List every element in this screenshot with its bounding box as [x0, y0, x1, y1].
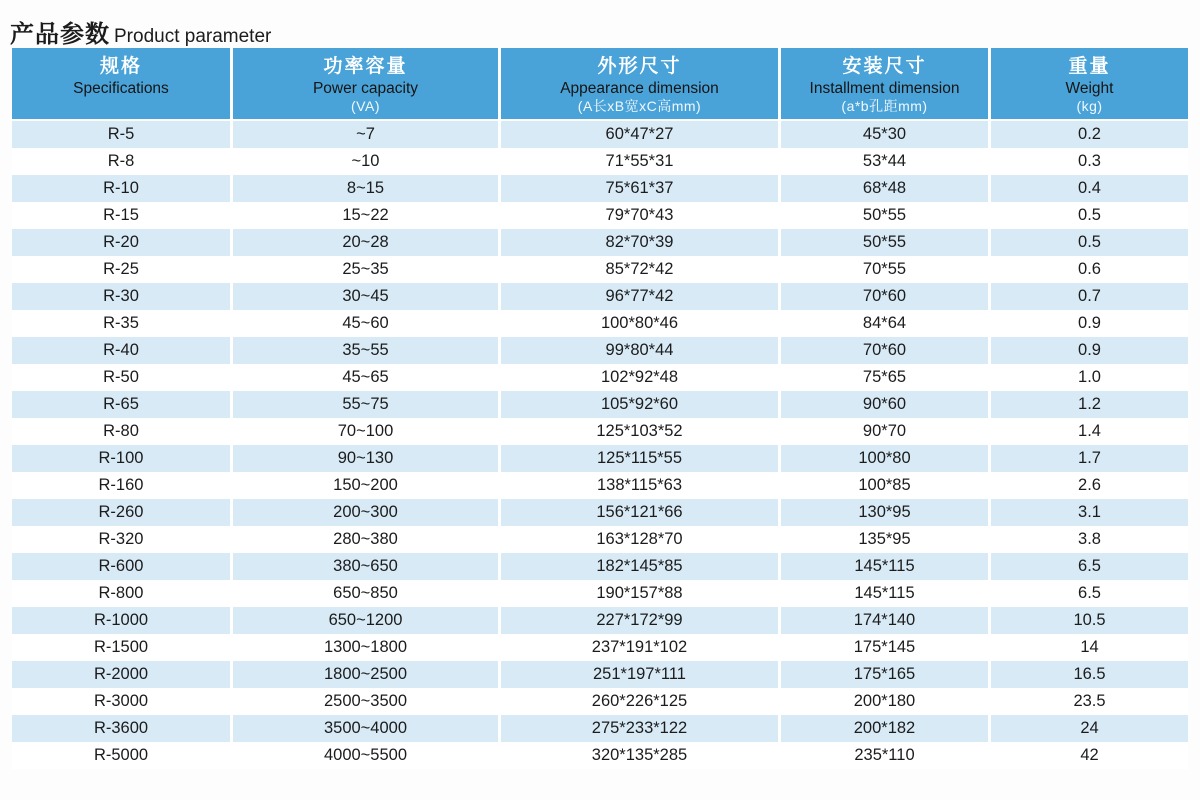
- table-cell: 82*70*39: [498, 229, 778, 256]
- table-cell: R-2000: [93, 665, 149, 683]
- table-cell: 0.5: [988, 229, 1188, 256]
- table-cell: 251*197*111: [498, 661, 778, 688]
- table-cell: 135*95: [778, 526, 988, 553]
- table-cell: R-10: [103, 179, 139, 197]
- table-cell: ~7: [230, 121, 498, 148]
- header-zh: 外形尺寸: [597, 56, 682, 77]
- table-cell: 10.5: [988, 607, 1188, 634]
- table-cell: 75*61*37: [498, 175, 778, 202]
- table-cell: 99*80*44: [498, 337, 778, 364]
- table-cell: 70*60: [778, 283, 988, 310]
- header-cell-appearance-dimension: [498, 48, 778, 119]
- table-cell: 2500~3500: [230, 688, 498, 715]
- table-cell: 45~65: [230, 364, 498, 391]
- header-zh: 安装尺寸: [842, 56, 927, 77]
- table-cell: 150~200: [230, 472, 498, 499]
- table-cell: 235*110: [778, 742, 988, 769]
- table-cell: R-8: [107, 152, 135, 170]
- table-cell: 70*55: [778, 256, 988, 283]
- table-cell: 6.5: [988, 553, 1188, 580]
- table-cell: 200*180: [778, 688, 988, 715]
- header-cell-weight: [988, 48, 1188, 119]
- header-cell-installment-dimension: [778, 48, 988, 119]
- table-cell: 50*55: [778, 229, 988, 256]
- table-row: [12, 148, 1188, 175]
- table-cell: R-20: [103, 233, 139, 251]
- table-cell: 70*60: [778, 337, 988, 364]
- table-cell: R-3000: [93, 692, 149, 710]
- table-cell: 35~55: [230, 337, 498, 364]
- table-cell: ~10: [230, 148, 498, 175]
- table-cell: 0.5: [988, 202, 1188, 229]
- table-cell: 227*172*99: [498, 607, 778, 634]
- table-cell: R-50: [103, 368, 139, 386]
- table-cell: 55~75: [230, 391, 498, 418]
- table-row: [12, 472, 1188, 499]
- table-cell: 100*85: [778, 472, 988, 499]
- table-cell: 105*92*60: [498, 391, 778, 418]
- header-en: Appearance dimension: [560, 79, 719, 97]
- table-cell: 200~300: [230, 499, 498, 526]
- table-cell: 3500~4000: [230, 715, 498, 742]
- table-cell: 3.8: [988, 526, 1188, 553]
- table-cell: 0.3: [988, 148, 1188, 175]
- table-cell: 260*226*125: [498, 688, 778, 715]
- table-cell: 650~1200: [230, 607, 498, 634]
- table-row: [12, 445, 1188, 472]
- header-en: Specifications: [73, 79, 169, 97]
- header-cell-specifications: [12, 48, 230, 119]
- table-cell: 90*70: [778, 418, 988, 445]
- table-cell: 237*191*102: [498, 634, 778, 661]
- table-cell: 8~15: [230, 175, 498, 202]
- table-row: [12, 526, 1188, 553]
- table-cell: R-65: [103, 395, 139, 413]
- table-row: [12, 337, 1188, 364]
- table-row: [12, 688, 1188, 715]
- table-cell: 23.5: [988, 688, 1188, 715]
- header-en: Power capacity: [312, 79, 419, 97]
- table-cell: 1.0: [988, 364, 1188, 391]
- table-cell: 1.4: [988, 418, 1188, 445]
- table-cell: R-25: [103, 260, 139, 278]
- table-cell: 0.6: [988, 256, 1188, 283]
- table-body: [12, 121, 1188, 769]
- table-cell: 190*157*88: [498, 580, 778, 607]
- table-cell: 24: [988, 715, 1188, 742]
- table-row: [12, 661, 1188, 688]
- table-cell: R-100: [98, 449, 144, 467]
- table-cell: R-5: [107, 125, 135, 143]
- table-row: [12, 418, 1188, 445]
- table-cell: 280~380: [230, 526, 498, 553]
- product-parameter-table: [12, 48, 1188, 769]
- table-cell: 79*70*43: [498, 202, 778, 229]
- table-cell: 145*115: [778, 553, 988, 580]
- table-cell: 175*165: [778, 661, 988, 688]
- table-cell: R-160: [98, 476, 144, 494]
- table-cell: 0.9: [988, 310, 1188, 337]
- table-cell: 90~130: [230, 445, 498, 472]
- table-row: [12, 553, 1188, 580]
- table-cell: 53*44: [778, 148, 988, 175]
- table-cell: 45*30: [778, 121, 988, 148]
- page-title: [10, 14, 271, 49]
- table-cell: 275*233*122: [498, 715, 778, 742]
- header-unit: (A长xB宽xC高mm): [577, 98, 702, 115]
- table-cell: 182*145*85: [498, 553, 778, 580]
- table-cell: 1.2: [988, 391, 1188, 418]
- table-row: [12, 391, 1188, 418]
- table-cell: 650~850: [230, 580, 498, 607]
- table-row: [12, 175, 1188, 202]
- table-cell: 145*115: [778, 580, 988, 607]
- table-row: [12, 283, 1188, 310]
- table-cell: 45~60: [230, 310, 498, 337]
- table-row: [12, 121, 1188, 148]
- table-cell: R-1000: [93, 611, 149, 629]
- page-title-zh: 产品参数: [10, 21, 110, 48]
- table-cell: 30~45: [230, 283, 498, 310]
- table-cell: 96*77*42: [498, 283, 778, 310]
- table-cell: 102*92*48: [498, 364, 778, 391]
- table-cell: 380~650: [230, 553, 498, 580]
- table-cell: 71*55*31: [498, 148, 778, 175]
- table-cell: R-600: [98, 557, 144, 575]
- table-cell: 42: [988, 742, 1188, 769]
- table-cell: 15~22: [230, 202, 498, 229]
- table-header: [12, 48, 1188, 121]
- table-cell: 90*60: [778, 391, 988, 418]
- table-cell: 6.5: [988, 580, 1188, 607]
- table-cell: R-3600: [93, 719, 149, 737]
- table-cell: 20~28: [230, 229, 498, 256]
- table-cell: R-320: [98, 530, 144, 548]
- table-cell: 60*47*27: [498, 121, 778, 148]
- table-row: [12, 499, 1188, 526]
- table-cell: 4000~5500: [230, 742, 498, 769]
- table-cell: 0.2: [988, 121, 1188, 148]
- table-cell: R-80: [103, 422, 139, 440]
- table-cell: 75*65: [778, 364, 988, 391]
- table-cell: 200*182: [778, 715, 988, 742]
- table-row: [12, 634, 1188, 661]
- header-unit: (a*b孔距mm): [841, 98, 928, 115]
- table-cell: 68*48: [778, 175, 988, 202]
- header-unit: (kg): [1076, 98, 1103, 115]
- table-cell: 84*64: [778, 310, 988, 337]
- table-cell: 156*121*66: [498, 499, 778, 526]
- table-row: [12, 607, 1188, 634]
- table-cell: 3.1: [988, 499, 1188, 526]
- table-cell: 1300~1800: [230, 634, 498, 661]
- table-cell: 0.4: [988, 175, 1188, 202]
- table-cell: 130*95: [778, 499, 988, 526]
- table-cell: 85*72*42: [498, 256, 778, 283]
- header-cell-power-capacity: [230, 48, 498, 119]
- table-cell: 100*80*46: [498, 310, 778, 337]
- table-cell: 174*140: [778, 607, 988, 634]
- table-cell: 125*115*55: [498, 445, 778, 472]
- table-cell: 125*103*52: [498, 418, 778, 445]
- table-cell: R-15: [103, 206, 139, 224]
- table-cell: R-1500: [93, 638, 149, 656]
- table-cell: 50*55: [778, 202, 988, 229]
- header-en: Weight: [1065, 79, 1114, 97]
- table-cell: 163*128*70: [498, 526, 778, 553]
- table-row: [12, 202, 1188, 229]
- table-row: [12, 742, 1188, 769]
- page-title-en: Product parameter: [114, 26, 272, 47]
- header-unit: (VA): [351, 98, 380, 115]
- table-cell: R-35: [103, 314, 139, 332]
- table-cell: R-40: [103, 341, 139, 359]
- table-cell: R-30: [103, 287, 139, 305]
- table-row: [12, 256, 1188, 283]
- header-en: Installment dimension: [809, 79, 960, 97]
- header-zh: 重量: [1068, 56, 1111, 77]
- table-cell: 2.6: [988, 472, 1188, 499]
- table-cell: 14: [988, 634, 1188, 661]
- table-cell: 0.7: [988, 283, 1188, 310]
- header-zh: 规格: [99, 56, 142, 77]
- table-cell: 1.7: [988, 445, 1188, 472]
- table-cell: 100*80: [778, 445, 988, 472]
- table-row: [12, 364, 1188, 391]
- header-zh: 功率容量: [323, 56, 408, 77]
- table-cell: 320*135*285: [498, 742, 778, 769]
- table-cell: 1800~2500: [230, 661, 498, 688]
- table-cell: R-800: [98, 584, 144, 602]
- table-cell: R-260: [98, 503, 144, 521]
- table-cell: 138*115*63: [498, 472, 778, 499]
- table-cell: 25~35: [230, 256, 498, 283]
- table-row: [12, 715, 1188, 742]
- table-row: [12, 229, 1188, 256]
- table-cell: 16.5: [988, 661, 1188, 688]
- table-row: [12, 580, 1188, 607]
- table-row: [12, 310, 1188, 337]
- table-cell: 175*145: [778, 634, 988, 661]
- table-cell: 70~100: [230, 418, 498, 445]
- table-cell: R-5000: [93, 746, 149, 764]
- table-cell: 0.9: [988, 337, 1188, 364]
